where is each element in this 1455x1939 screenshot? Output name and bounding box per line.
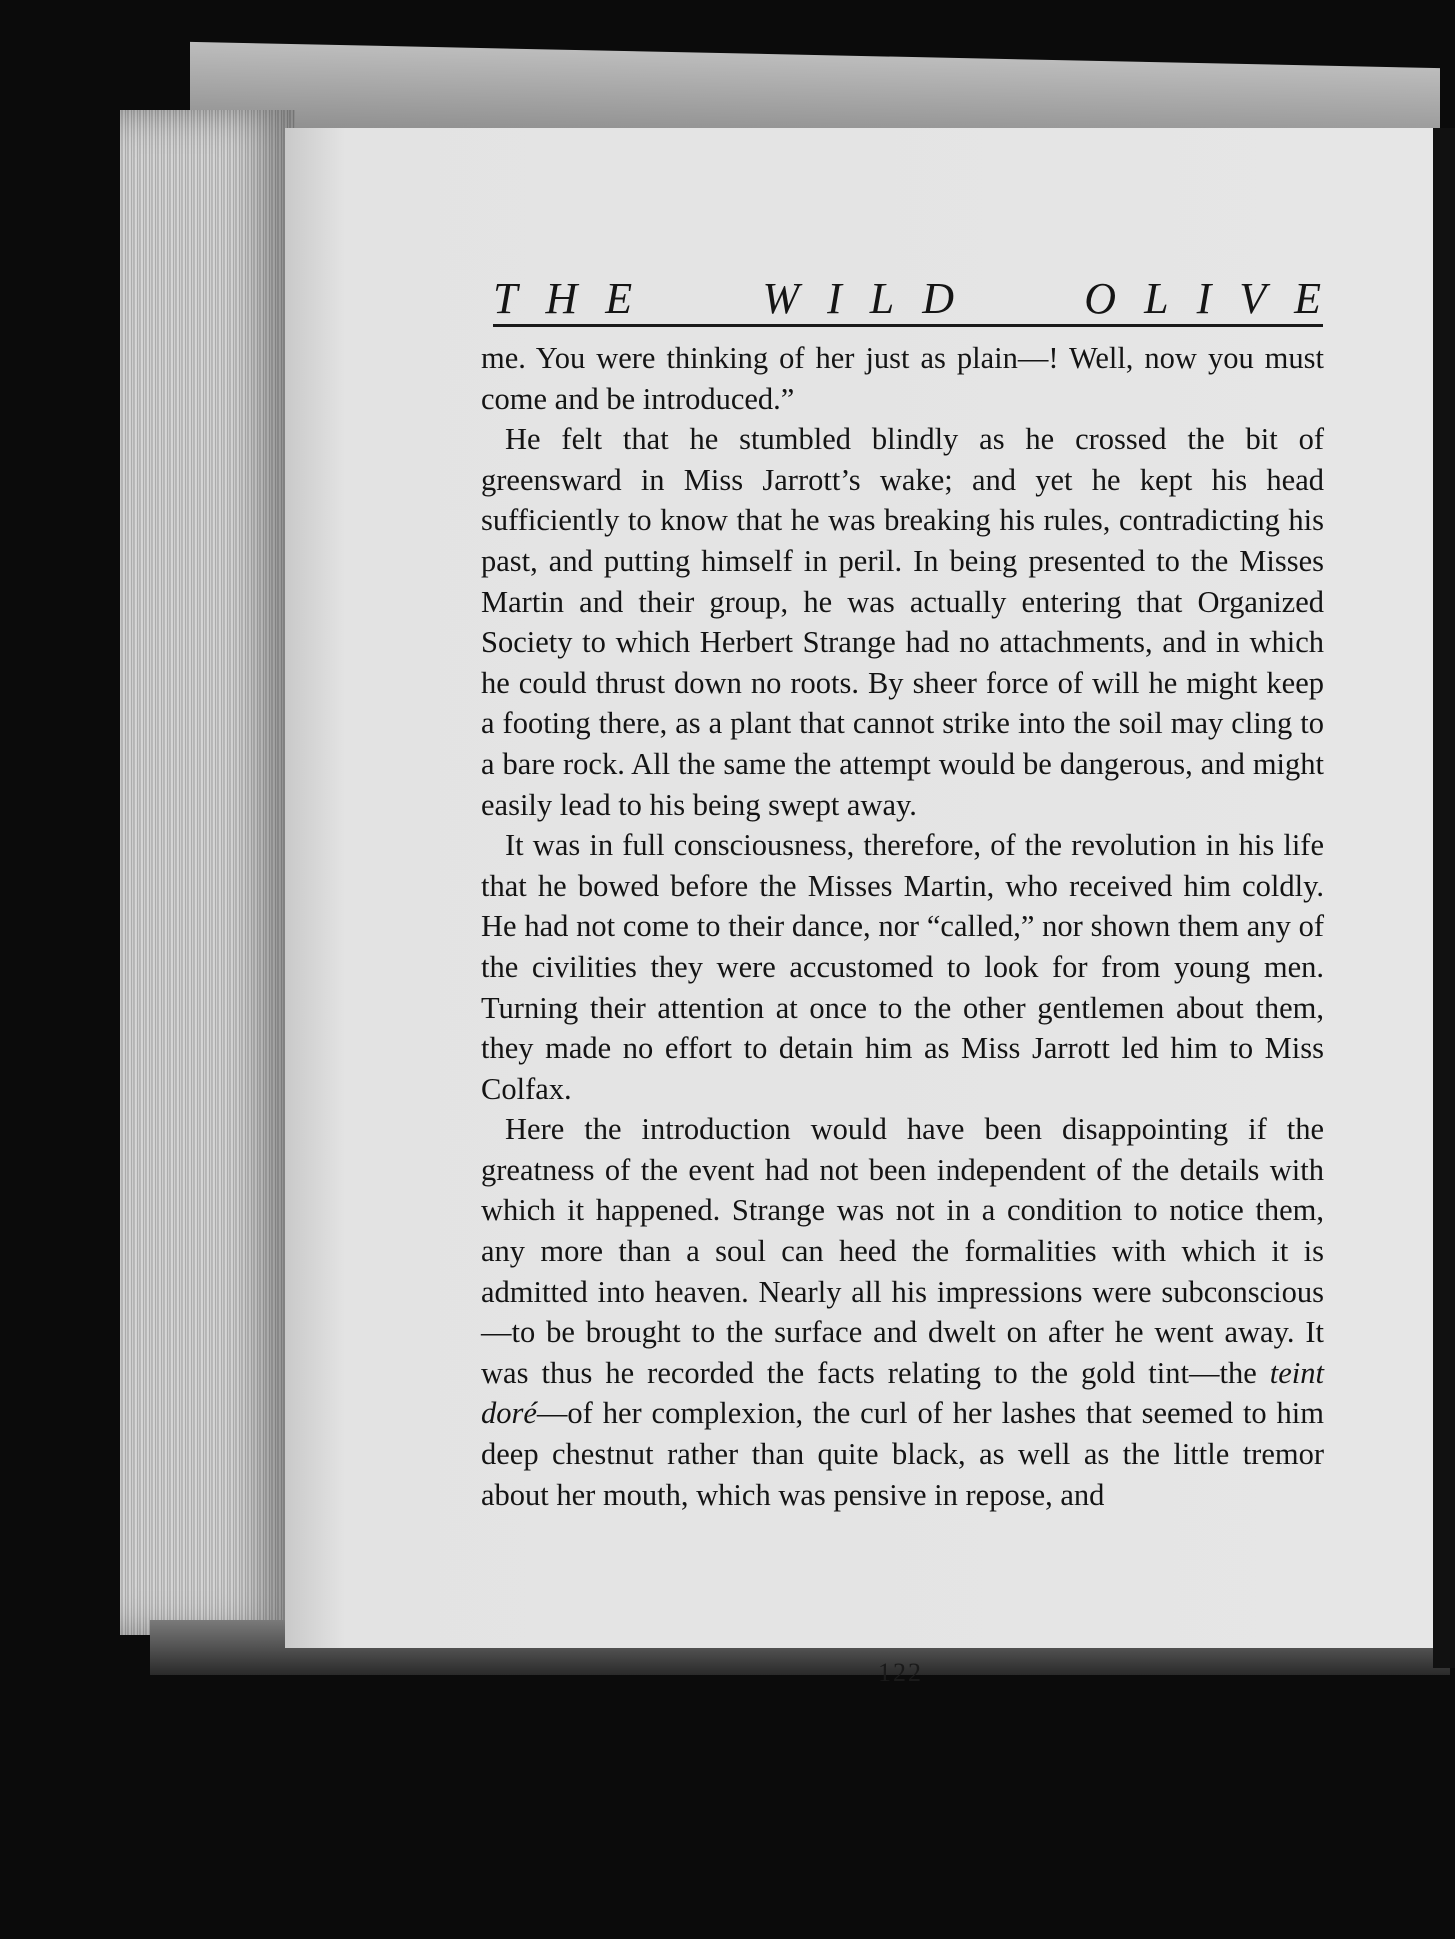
running-head-letter: H: [545, 274, 580, 323]
page-stack-left-edge: [120, 110, 295, 1635]
running-head-word-1: [493, 273, 634, 324]
running-head-letter: I: [1196, 274, 1214, 323]
running-head-letter: V: [1239, 274, 1269, 323]
running-head-letter: E: [1294, 274, 1323, 323]
running-head-letter: I: [827, 274, 844, 323]
paragraph-4-italic-phrase: teint doré: [481, 1355, 1324, 1431]
body-text: [481, 338, 1324, 1515]
paragraph-3: It was in full consciousness, therefore, of the revolution in his life that he bowed before the Misses Martin, who received him coldly. He had not come to their dance, nor “called,” nor shown them any of the civilities they were accustomed to look for from young men. Turning their attention at once to the other gentlemen about them, they made no effort to detain him as Miss Jarrott led him to Miss Colfax.: [481, 828, 1324, 1106]
page-number-text: 122: [878, 1658, 923, 1687]
paragraph-2: He felt that he stumbled blindly as he crossed the bit of greensward in Miss Jarrott’s wake; and yet he kept his head sufficiently to know that he was breaking his rules, contradicting his past, and putting himself in peril. In being presented to the Misses Martin and their group, he was actually entering that Organized Society to which Herbert Strange had no attachments, and in which he could thrust down no roots. By sheer force of will he might keep a footing there, as a plant that cannot strike into the soil may cling to a bare rock. All the same the attempt would be dangerous, and might easily lead to his being swept away.: [481, 422, 1324, 822]
paragraph-4-text-b: —of her complexion, the curl of her lashes that seemed to him deep chestnut rather than quite black, as well as the little tremor about her mouth, which was pensive in repose, and: [481, 1396, 1324, 1512]
running-head-word-3: [1084, 273, 1323, 324]
running-head-letter: L: [869, 274, 897, 323]
running-head-letter: O: [1084, 274, 1119, 323]
running-head-letter: D: [922, 274, 957, 323]
running-head-letter: W: [762, 274, 802, 323]
paragraph-4: [481, 1109, 1324, 1515]
running-head-letter: T: [493, 274, 520, 323]
paragraph-4-text-a: Here the introduction would have been disappointing if the greatness of the event had not been independent of the details with which it happened. Strange was not in a condition to notice them, any more than a soul can heed the formalities with which it is admitted into heaven. Nearly all his impressions were subconscious—to be brought to the surface and dwelt on after he went away. It was thus he recorded the facts relating to the gold tint—the: [481, 1112, 1324, 1390]
running-head-letter: E: [605, 274, 635, 323]
book-gutter: [1433, 128, 1455, 1668]
paragraph-1: me. You were thinking of her just as plain—! Well, now you must come and be introduced.”: [481, 341, 1324, 416]
running-head: [493, 268, 1323, 327]
running-head-word-2: [762, 273, 956, 324]
running-head-letter: L: [1144, 274, 1171, 323]
